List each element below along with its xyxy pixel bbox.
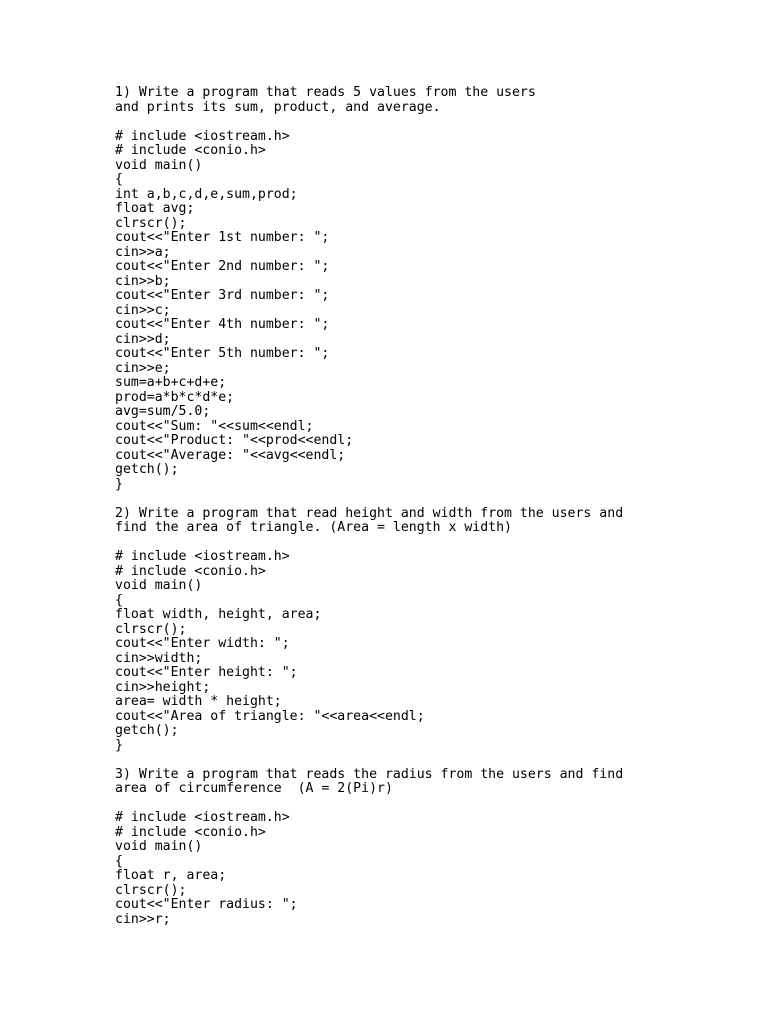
code-line: cout<<"Sum: "<<sum<<endl; xyxy=(115,418,314,434)
code-line: { xyxy=(115,853,123,869)
prompt-line: find the area of triangle. (Area = length x width) xyxy=(115,520,512,535)
code-line: { xyxy=(115,592,123,608)
code-line: cout<<"Enter 4th number: "; xyxy=(115,317,330,332)
code-line: clrscr(); xyxy=(115,882,187,898)
code-line: getch(); xyxy=(115,462,179,477)
code-line: cout<<"Enter radius: "; xyxy=(115,897,298,912)
blank-line xyxy=(115,115,755,130)
code-line: getch(); xyxy=(115,723,179,738)
code-line: cout<<"Enter width: "; xyxy=(115,636,290,651)
blank-line xyxy=(115,797,755,812)
code-line: float avg; xyxy=(115,201,195,216)
prompt-line: 1) Write a program that reads 5 values from the users xyxy=(115,85,536,100)
code-line: float width, height, area; xyxy=(115,607,322,622)
code-line: clrscr(); xyxy=(115,621,187,637)
code-line: cin>>a; xyxy=(115,244,171,260)
code-line: sum=a+b+c+d+e; xyxy=(115,375,227,390)
code-line: cout<<"Enter 3rd number: "; xyxy=(115,288,330,303)
code-line: cout<<"Average: "<<avg<<endl; xyxy=(115,447,346,463)
exercise-section xyxy=(115,768,755,928)
code-line: cout<<"Enter 5th number: "; xyxy=(115,346,330,361)
code-line: # include <conio.h> xyxy=(115,143,266,158)
code-line: cout<<"Enter height: "; xyxy=(115,665,298,680)
code-line: # include <conio.h> xyxy=(115,563,266,579)
exercise-prompt xyxy=(115,768,755,797)
code-line: # include <iostream.h> xyxy=(115,810,290,825)
blank-line xyxy=(115,492,755,507)
prompt-line: 3) Write a program that reads the radius from the users and find xyxy=(115,766,624,782)
code-block xyxy=(115,130,755,493)
exercise-section xyxy=(115,507,755,768)
code-line: area= width * height; xyxy=(115,694,282,709)
code-line: cout<<"Product: "<<prod<<endl; xyxy=(115,433,354,448)
code-line: void main() xyxy=(115,839,203,854)
code-block xyxy=(115,811,755,927)
code-line: cin>>c; xyxy=(115,302,171,318)
code-line: cout<<"Enter 1st number: "; xyxy=(115,230,330,245)
exercise-prompt xyxy=(115,507,755,536)
code-line: { xyxy=(115,172,123,187)
code-line: cin>>d; xyxy=(115,331,171,347)
code-line: int a,b,c,d,e,sum,prod; xyxy=(115,186,298,202)
code-line: cout<<"Area of triangle: "<<area<<endl; xyxy=(115,708,425,724)
document-page xyxy=(115,86,755,927)
blank-line xyxy=(115,753,755,768)
code-line: # include <iostream.h> xyxy=(115,128,290,144)
prompt-line: 2) Write a program that read height and width from the users and xyxy=(115,505,624,521)
code-line: void main() xyxy=(115,157,203,173)
code-line: avg=sum/5.0; xyxy=(115,404,211,419)
code-line: # include <iostream.h> xyxy=(115,549,290,564)
code-line: } xyxy=(115,737,123,753)
code-line: clrscr(); xyxy=(115,215,187,231)
code-line: cin>>width; xyxy=(115,650,203,666)
code-line: cout<<"Enter 2nd number: "; xyxy=(115,259,330,274)
prompt-line: and prints its sum, product, and average. xyxy=(115,99,441,115)
code-line: float r, area; xyxy=(115,868,227,883)
exercise-section xyxy=(115,86,755,507)
code-line: cin>>height; xyxy=(115,679,211,695)
code-line: # include <conio.h> xyxy=(115,824,266,840)
code-line: cin>>b; xyxy=(115,273,171,289)
code-line: prod=a*b*c*d*e; xyxy=(115,389,235,405)
code-line: cin>>e; xyxy=(115,360,171,376)
code-line: cin>>r; xyxy=(115,911,171,927)
code-block xyxy=(115,550,755,753)
exercise-prompt xyxy=(115,86,755,115)
blank-line xyxy=(115,536,755,551)
prompt-line: area of circumference (A = 2(Pi)r) xyxy=(115,781,393,796)
code-line: } xyxy=(115,476,123,492)
code-line: void main() xyxy=(115,578,203,593)
